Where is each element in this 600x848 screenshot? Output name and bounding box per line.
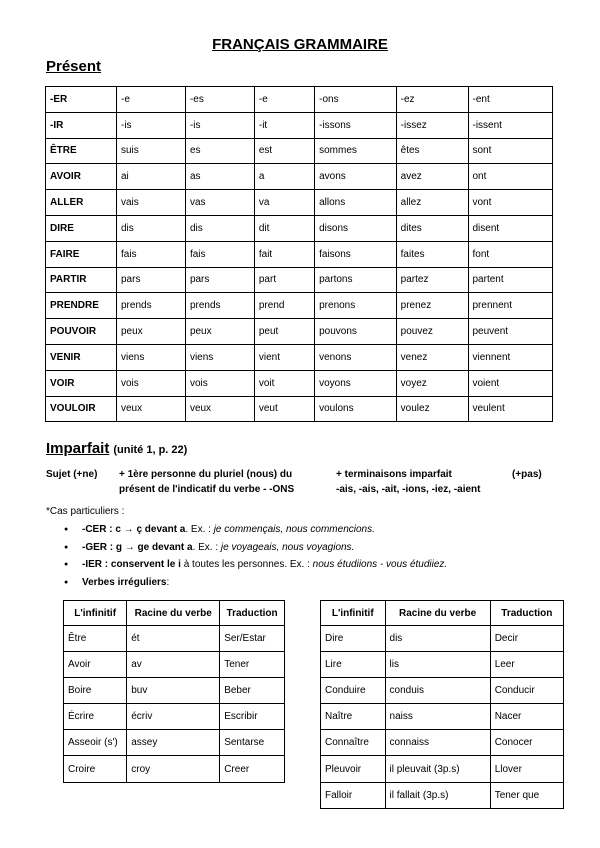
table-cell: conduis	[385, 678, 490, 704]
rule-subject: Sujet (+ne)	[46, 469, 98, 480]
imparfait-heading: Imparfait	[46, 440, 110, 457]
row-label-cell: Avoir	[64, 652, 127, 678]
table-cell: -it	[254, 112, 314, 138]
row-label-cell: Conduire	[321, 678, 386, 704]
column-header: Racine du verbe	[127, 601, 220, 626]
column-header: Racine du verbe	[385, 601, 490, 626]
rule-endings	[336, 467, 480, 497]
row-label-cell: POUVOIR	[46, 319, 117, 345]
table-cell: sont	[468, 138, 553, 164]
table-cell: Tener que	[490, 782, 563, 808]
row-label-cell: VOIR	[46, 370, 117, 396]
table-cell: Tener	[220, 652, 285, 678]
table-cell: est	[254, 138, 314, 164]
table-cell: veulent	[468, 396, 553, 422]
table-cell: peut	[254, 319, 314, 345]
table-cell: dit	[254, 215, 314, 241]
table-cell: vas	[185, 190, 254, 216]
table-cell: as	[185, 164, 254, 190]
table-row	[321, 704, 564, 730]
row-label-cell: -ER	[46, 87, 117, 113]
table-cell: vient	[254, 344, 314, 370]
row-label-cell: Être	[64, 626, 127, 652]
table-cell: Conocer	[490, 730, 563, 756]
table-row	[64, 678, 285, 704]
page-title: FRANÇAIS GRAMMAIRE	[212, 36, 388, 53]
present-heading: Présent	[46, 58, 102, 75]
table-cell: fais	[117, 241, 186, 267]
rule-stem	[119, 467, 294, 497]
table-cell: -ons	[315, 87, 397, 113]
table-cell: Leer	[490, 652, 563, 678]
table-cell: croy	[127, 756, 220, 782]
table-row	[46, 190, 553, 216]
row-label-cell: PARTIR	[46, 267, 117, 293]
table-row	[321, 782, 564, 808]
table-cell: partons	[315, 267, 397, 293]
column-header: Traduction	[220, 601, 285, 626]
case-key: -CER : c → ç devant a	[82, 524, 186, 535]
row-label-cell: AVOIR	[46, 164, 117, 190]
case-text: . Ex. :	[192, 541, 221, 553]
case-key: Verbes irréguliers	[82, 576, 167, 588]
row-label-cell: Asseoir (s')	[64, 730, 127, 756]
table-cell: dis	[385, 626, 490, 652]
table-cell: ai	[117, 164, 186, 190]
table-cell: faites	[396, 241, 468, 267]
table-row	[46, 241, 553, 267]
table-row	[64, 626, 285, 652]
table-row	[46, 370, 553, 396]
table-cell: disons	[315, 215, 397, 241]
table-cell: écriv	[127, 704, 220, 730]
table-header-row	[321, 601, 564, 626]
rule-negation: (+pas)	[512, 469, 542, 480]
table-cell: vois	[185, 370, 254, 396]
table-cell: vais	[117, 190, 186, 216]
table-row	[64, 704, 285, 730]
table-cell: Ser/Estar	[220, 626, 285, 652]
table-cell: dis	[185, 215, 254, 241]
row-label-cell: PRENDRE	[46, 293, 117, 319]
table-cell: il fallait (3p.s)	[385, 782, 490, 808]
table-cell: prenez	[396, 293, 468, 319]
table-cell: a	[254, 164, 314, 190]
row-label-cell: Pleuvoir	[321, 756, 386, 782]
table-cell: avons	[315, 164, 397, 190]
row-label-cell: Naître	[321, 704, 386, 730]
table-cell: -issons	[315, 112, 397, 138]
table-cell: prend	[254, 293, 314, 319]
list-item	[64, 556, 447, 574]
table-row	[46, 164, 553, 190]
table-row	[46, 215, 553, 241]
table-cell: prennent	[468, 293, 553, 319]
table-cell: pouvez	[396, 319, 468, 345]
table-cell: font	[468, 241, 553, 267]
row-label-cell: VENIR	[46, 344, 117, 370]
column-header: Traduction	[490, 601, 563, 626]
table-cell: vont	[468, 190, 553, 216]
table-cell: vois	[117, 370, 186, 396]
table-cell: naiss	[385, 704, 490, 730]
table-cell: Escribir	[220, 704, 285, 730]
table-cell: partent	[468, 267, 553, 293]
table-cell: Decir	[490, 626, 563, 652]
table-row	[46, 293, 553, 319]
table-cell: sommes	[315, 138, 397, 164]
table-cell: viennent	[468, 344, 553, 370]
table-cell: buv	[127, 678, 220, 704]
table-cell: peux	[185, 319, 254, 345]
irregular-verbs-table-right	[320, 600, 564, 809]
table-cell: -e	[117, 87, 186, 113]
rule-stem-line1: + 1ère personne du pluriel (nous) du	[119, 469, 293, 480]
table-header-row	[64, 601, 285, 626]
table-row	[64, 756, 285, 782]
imparfait-heading-group	[46, 440, 187, 457]
table-cell: voient	[468, 370, 553, 396]
table-row	[46, 87, 553, 113]
case-key: -GER : g → ge devant a	[82, 541, 193, 553]
table-cell: assey	[127, 730, 220, 756]
case-example: nous étudiions - vous étudiiez.	[312, 559, 448, 570]
rule-endings-line2: -ais, -ais, -ait, -ions, -iez, -aient	[336, 484, 481, 495]
table-cell: venons	[315, 344, 397, 370]
row-label-cell: Connaître	[321, 730, 386, 756]
case-example: je commençais, nous commencions.	[213, 524, 375, 535]
table-row	[321, 652, 564, 678]
row-label-cell: Boire	[64, 678, 127, 704]
table-cell: Nacer	[490, 704, 563, 730]
table-row	[46, 112, 553, 138]
table-cell: allez	[396, 190, 468, 216]
list-item	[64, 574, 447, 592]
table-cell: -issez	[396, 112, 468, 138]
table-row	[321, 756, 564, 782]
table-cell: -issent	[468, 112, 553, 138]
row-label-cell: VOULOIR	[46, 396, 117, 422]
column-header: L'infinitif	[64, 601, 127, 626]
table-cell: suis	[117, 138, 186, 164]
table-cell: viens	[117, 344, 186, 370]
table-cell: Sentarse	[220, 730, 285, 756]
table-cell: Conducir	[490, 678, 563, 704]
table-cell: peux	[117, 319, 186, 345]
table-cell: Llover	[490, 756, 563, 782]
row-label-cell: Croire	[64, 756, 127, 782]
table-row	[64, 652, 285, 678]
present-table	[45, 86, 553, 422]
row-label-cell: ALLER	[46, 190, 117, 216]
table-cell: av	[127, 652, 220, 678]
table-cell: prenons	[315, 293, 397, 319]
table-cell: prends	[117, 293, 186, 319]
table-cell: allons	[315, 190, 397, 216]
table-cell: peuvent	[468, 319, 553, 345]
table-cell: es	[185, 138, 254, 164]
table-cell: pouvons	[315, 319, 397, 345]
table-cell: lis	[385, 652, 490, 678]
table-cell: voit	[254, 370, 314, 396]
case-text: . Ex. :	[185, 524, 214, 535]
table-cell: prends	[185, 293, 254, 319]
table-row	[46, 396, 553, 422]
table-row	[46, 138, 553, 164]
table-cell: viens	[185, 344, 254, 370]
table-row	[321, 678, 564, 704]
table-row	[46, 319, 553, 345]
case-text: à toutes les personnes. Ex. :	[180, 559, 313, 570]
special-cases-label: *Cas particuliers :	[46, 506, 125, 517]
row-label-cell: Dire	[321, 626, 386, 652]
table-row	[321, 730, 564, 756]
table-cell: veux	[185, 396, 254, 422]
table-cell: -ez	[396, 87, 468, 113]
special-cases-list	[64, 521, 447, 591]
table-cell: venez	[396, 344, 468, 370]
table-cell: -is	[117, 112, 186, 138]
case-example: je voyageais, nous voyagions.	[220, 541, 355, 553]
row-label-cell: Falloir	[321, 782, 386, 808]
table-cell: veux	[117, 396, 186, 422]
row-label-cell: Écrire	[64, 704, 127, 730]
row-label-cell: ÊTRE	[46, 138, 117, 164]
rule-endings-line1: + terminaisons imparfait	[336, 469, 452, 480]
table-cell: voyez	[396, 370, 468, 396]
table-row	[321, 626, 564, 652]
table-cell: -ent	[468, 87, 553, 113]
table-cell: part	[254, 267, 314, 293]
table-cell: -e	[254, 87, 314, 113]
table-row	[46, 344, 553, 370]
case-text: :	[166, 576, 170, 588]
table-cell: disent	[468, 215, 553, 241]
list-item	[64, 521, 447, 539]
table-cell: ét	[127, 626, 220, 652]
table-cell: -is	[185, 112, 254, 138]
table-cell: voulons	[315, 396, 397, 422]
imparfait-subheading: (unité 1, p. 22)	[113, 444, 188, 456]
table-cell: pars	[185, 267, 254, 293]
table-cell: pars	[117, 267, 186, 293]
table-cell: dites	[396, 215, 468, 241]
table-cell: connaiss	[385, 730, 490, 756]
table-cell: ont	[468, 164, 553, 190]
row-label-cell: -IR	[46, 112, 117, 138]
table-cell: -es	[185, 87, 254, 113]
table-cell: êtes	[396, 138, 468, 164]
list-item	[64, 539, 447, 557]
table-cell: Beber	[220, 678, 285, 704]
table-cell: Creer	[220, 756, 285, 782]
table-cell: dis	[117, 215, 186, 241]
table-cell: faisons	[315, 241, 397, 267]
row-label-cell: DIRE	[46, 215, 117, 241]
table-cell: voyons	[315, 370, 397, 396]
table-cell: fait	[254, 241, 314, 267]
case-key: -IER : conservent le i	[82, 559, 181, 570]
table-row	[64, 730, 285, 756]
table-cell: partez	[396, 267, 468, 293]
table-cell: avez	[396, 164, 468, 190]
table-cell: veut	[254, 396, 314, 422]
rule-stem-line2: présent de l'indicatif du verbe - -ONS	[119, 484, 295, 495]
table-cell: fais	[185, 241, 254, 267]
irregular-verbs-table-left	[63, 600, 285, 783]
row-label-cell: FAIRE	[46, 241, 117, 267]
row-label-cell: Lire	[321, 652, 386, 678]
table-row	[46, 267, 553, 293]
table-cell: va	[254, 190, 314, 216]
table-cell: il pleuvait (3p.s)	[385, 756, 490, 782]
column-header: L'infinitif	[321, 601, 386, 626]
table-cell: voulez	[396, 396, 468, 422]
